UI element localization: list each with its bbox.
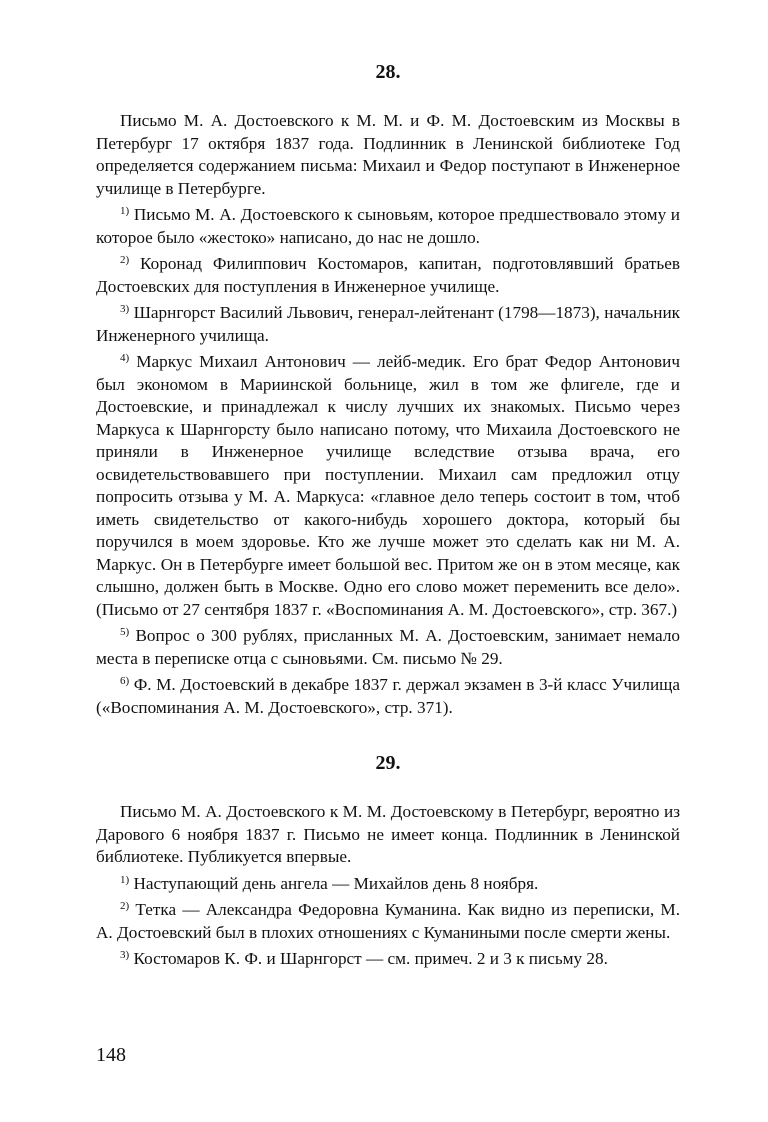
footnote-marker: 2) xyxy=(120,900,130,912)
footnote-text: Коронад Филиппович Костомаров, капитан, подготовлявший братьев Достоевских для поступления в Инженерное училище. xyxy=(96,254,680,296)
footnote-marker: 6) xyxy=(120,675,130,687)
section-number: 29. xyxy=(375,752,401,774)
footnote-2 xyxy=(96,899,680,944)
footnote-1 xyxy=(96,873,680,896)
footnote-text: Вопрос о 300 рублях, присланных М. А. Достоевским, занимает немало места в переписке отца с сыновьями. См. письмо № 29. xyxy=(96,626,680,668)
footnote-4 xyxy=(96,351,680,621)
section-number: 28. xyxy=(375,61,401,83)
footnote-marker: 4) xyxy=(120,352,130,364)
section-intro: Письмо М. А. Достоевского к М. М. и Ф. М. Достоевским из Москвы в Петербург 17 октября 1837 года. Подлинник в Ленинской библиотеке Год определяется содержанием письма: Михаил и Федор поступают в Инженерное училище в Петербурге. xyxy=(96,111,680,198)
footnote-6 xyxy=(96,674,680,719)
section-28 xyxy=(96,58,680,719)
footnote-5 xyxy=(96,625,680,670)
footnote-marker: 3) xyxy=(120,949,130,961)
page-number: 148 xyxy=(96,1044,126,1066)
footnote-text: Ф. М. Достоевский в декабре 1837 г. держал экзамен в 3-й класс Училища («Воспоминания А. М. Достоевского», стр. 371). xyxy=(96,675,681,717)
footnote-marker: 2) xyxy=(120,254,130,266)
footnote-2 xyxy=(96,253,680,298)
footnote-marker: 3) xyxy=(120,303,130,315)
section-29 xyxy=(96,749,680,971)
section-intro: Письмо М. А. Достоевского к М. М. Достоевскому в Петербург, вероятно из Дарового 6 ноября 1837 г. Письмо не имеет конца. Подлинник в Ленинской библиотеке. Публикуется впервые. xyxy=(96,802,680,866)
footnote-text: Шарнгорст Василий Львович, генерал-лейтенант (1798—1873), начальник Инженерного училища. xyxy=(96,303,680,345)
footnote-marker: 1) xyxy=(120,873,130,886)
page-body xyxy=(96,58,680,971)
footnote-text: Костомаров К. Ф. и Шарнгорст — см. примеч. 2 и 3 к письму 28. xyxy=(133,949,608,968)
footnote-text: Письмо М. А. Достоевского к сыновьям, которое предшествовало этому и которое было «жестоко» написано, до нас не дошло. xyxy=(96,205,681,247)
footnote-3 xyxy=(96,948,680,971)
footnote-marker: 1) xyxy=(120,205,130,217)
footnote-marker: 5) xyxy=(120,626,130,638)
footnote-text: Наступающий день ангела — Михайлов день 8 ноября. xyxy=(133,873,539,893)
footnote-1 xyxy=(96,204,680,249)
footnote-text: Тетка — Александра Федоровна Куманина. Как видно из переписки, М. А. Достоевский был в плохих отношениях с Куманиными после смерти жены. xyxy=(96,900,680,942)
footnote-text: Маркус Михаил Антонович — лейб-медик. Его брат Федор Антонович был экономом в Мариинской больнице, жил в том же флигеле, где и Достоевские, и принадлежал к числу лучших их знакомых. Письмо через Маркуса к Шарнгорсту было написано потому, что Михаила Достоевского не приняли в Инженерное училище вследствие отзыва врача, его освидетельствовавшего при поступлении. Михаил сам предложил отцу попросить отзыва у М. А. Маркуса: «главное дело теперь состоит в том, чтоб иметь свидетельство от какого-нибудь хорошего доктора, который бы поручился в моем здоровье. Кто же лучше может это сделать как ни М. А. Маркус. Он в Петербурге имеет большой вес. Притом же он в этом месяце, как слышно, должен быть в Москве. Одно его слово может переменить все дело». (Письмо от 27 сентября 1837 г. «Воспоминания А. М. Достоевского», стр. 367.) xyxy=(96,352,680,619)
footnote-3 xyxy=(96,302,680,347)
